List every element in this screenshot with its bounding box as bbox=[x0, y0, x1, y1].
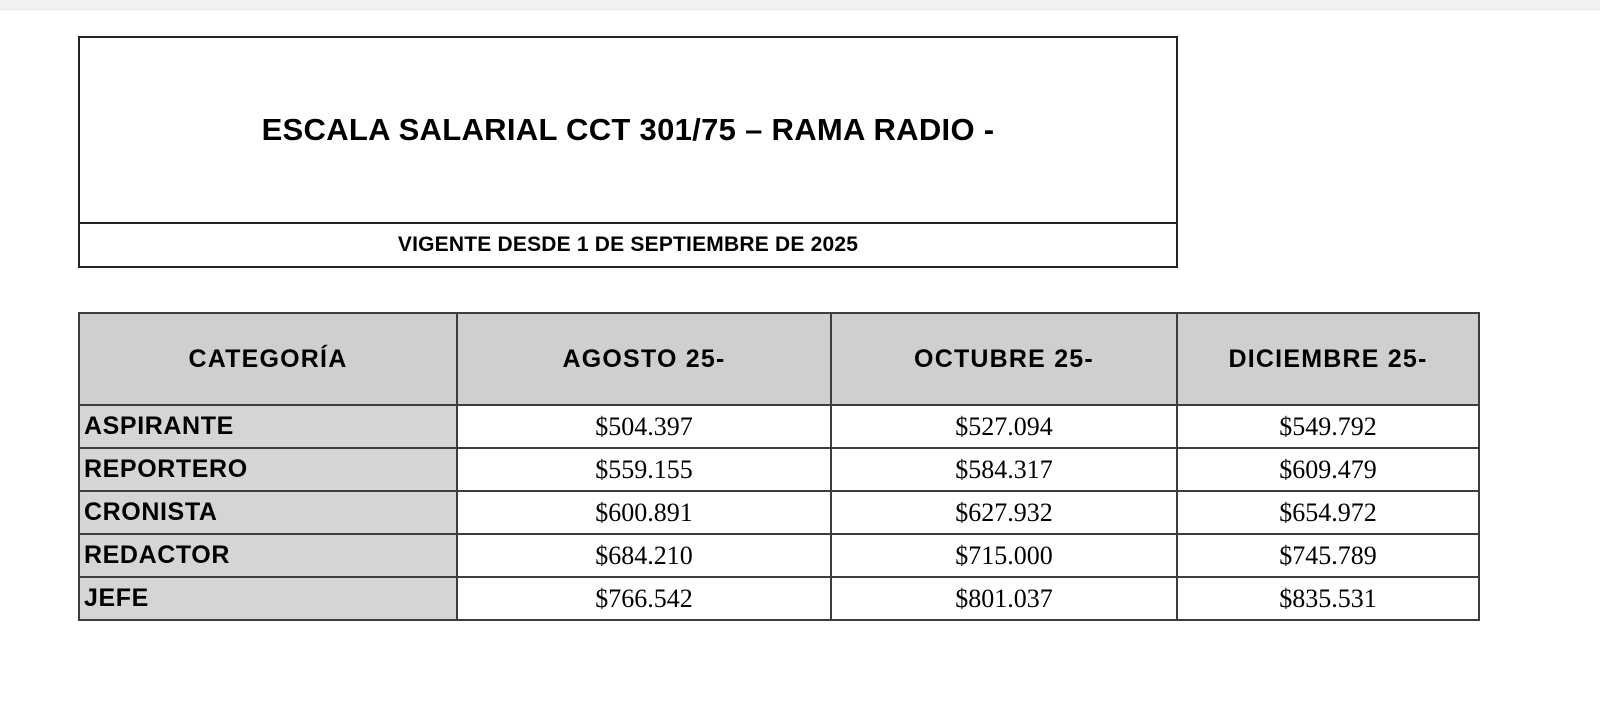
cell-agosto: $559.155 bbox=[457, 448, 831, 491]
column-header-diciembre: DICIEMBRE 25- bbox=[1177, 313, 1479, 405]
cell-diciembre: $835.531 bbox=[1177, 577, 1479, 620]
title-sub-row bbox=[80, 222, 1176, 266]
title-main-row bbox=[80, 38, 1176, 222]
cell-categoria: JEFE bbox=[79, 577, 457, 620]
table-row bbox=[79, 448, 1479, 491]
cell-octubre: $715.000 bbox=[831, 534, 1177, 577]
title-box bbox=[78, 36, 1178, 268]
cell-diciembre: $745.789 bbox=[1177, 534, 1479, 577]
cell-categoria: ASPIRANTE bbox=[79, 405, 457, 448]
document-subtitle: VIGENTE DESDE 1 DE SEPTIEMBRE DE 2025 bbox=[397, 233, 859, 256]
table-header-row bbox=[79, 313, 1479, 405]
cell-agosto: $766.542 bbox=[457, 577, 831, 620]
cell-categoria: REDACTOR bbox=[79, 534, 457, 577]
cell-categoria: REPORTERO bbox=[79, 448, 457, 491]
table-row bbox=[79, 405, 1479, 448]
column-header-agosto: AGOSTO 25- bbox=[457, 313, 831, 405]
salary-table-head bbox=[79, 313, 1479, 405]
salary-table-body bbox=[79, 405, 1479, 620]
cell-octubre: $527.094 bbox=[831, 405, 1177, 448]
cell-octubre: $584.317 bbox=[831, 448, 1177, 491]
cell-diciembre: $549.792 bbox=[1177, 405, 1479, 448]
cell-agosto: $504.397 bbox=[457, 405, 831, 448]
column-header-octubre: OCTUBRE 25- bbox=[831, 313, 1177, 405]
salary-table bbox=[78, 312, 1480, 621]
cell-agosto: $600.891 bbox=[457, 491, 831, 534]
column-header-categoria: CATEGORÍA bbox=[79, 313, 457, 405]
table-row bbox=[79, 534, 1479, 577]
table-row bbox=[79, 577, 1479, 620]
cell-diciembre: $609.479 bbox=[1177, 448, 1479, 491]
cell-agosto: $684.210 bbox=[457, 534, 831, 577]
table-row bbox=[79, 491, 1479, 534]
cell-octubre: $801.037 bbox=[831, 577, 1177, 620]
cell-octubre: $627.932 bbox=[831, 491, 1177, 534]
cell-diciembre: $654.972 bbox=[1177, 491, 1479, 534]
cell-categoria: CRONISTA bbox=[79, 491, 457, 534]
document-title: ESCALA SALARIAL CCT 301/75 – RAMA RADIO - bbox=[261, 112, 995, 147]
